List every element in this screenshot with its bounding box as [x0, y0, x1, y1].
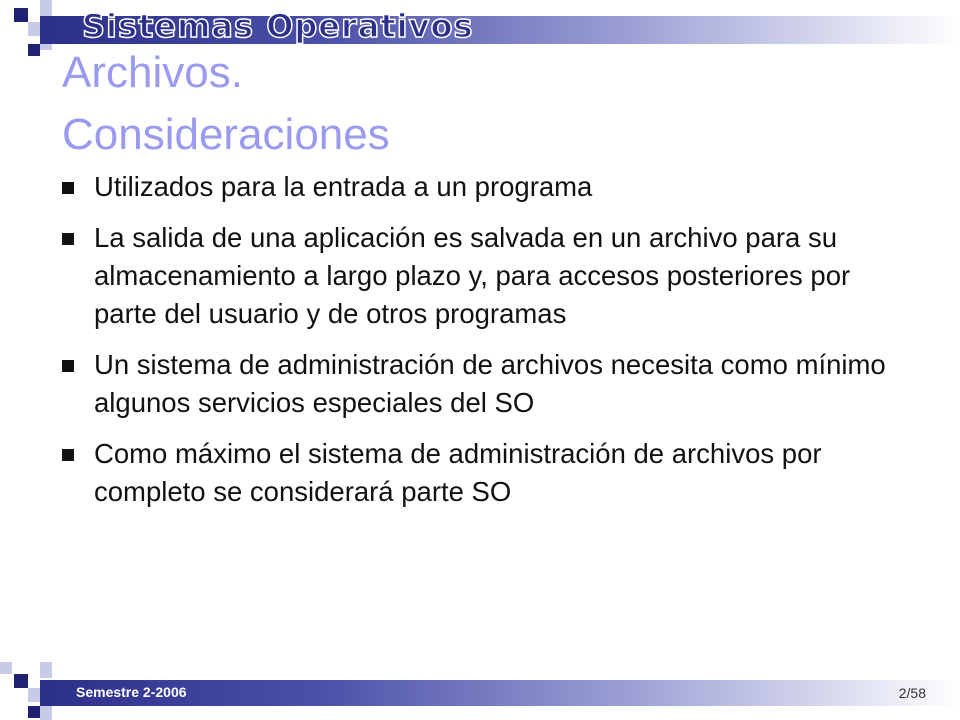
decor-square [28, 44, 40, 56]
decor-square [14, 8, 28, 22]
decor-square [14, 674, 28, 688]
decor-square [28, 22, 40, 36]
decor-square [28, 706, 40, 718]
bullet-item [62, 435, 902, 511]
square-bullet-icon [62, 449, 74, 461]
decor-square [28, 688, 40, 702]
bullet-item [62, 346, 902, 422]
bullet-item [62, 168, 902, 206]
header-banner-text: Sistemas Operativos [82, 7, 474, 45]
bullet-text: Utilizados para la entrada a un programa [94, 171, 593, 202]
decor-square [40, 0, 52, 16]
slide-title-line1: Archivos. [62, 48, 243, 97]
bullet-text: Un sistema de administración de archivos necesita como mínimo algunos servicios especiales del SO [94, 349, 886, 418]
decor-square [40, 706, 52, 720]
square-bullet-icon [62, 233, 74, 245]
bullet-list [62, 168, 902, 524]
footer-semester: Semestre 2-2006 [76, 684, 187, 700]
bullet-text: La salida de una aplicación es salvada en un archivo para su almacenamiento a largo plazo y, para accesos posteriores por parte del usuario y de otros programas [94, 222, 851, 329]
slide-title [62, 42, 862, 166]
square-bullet-icon [62, 360, 74, 372]
decor-square [0, 662, 12, 674]
page-number: 2/58 [898, 685, 926, 701]
square-bullet-icon [62, 182, 74, 194]
decor-square [40, 662, 52, 678]
bullet-item [62, 219, 902, 333]
slide-title-line2: Consideraciones [62, 110, 390, 159]
bullet-text: Como máximo el sistema de administración de archivos por completo se considerará parte SO [94, 438, 822, 507]
